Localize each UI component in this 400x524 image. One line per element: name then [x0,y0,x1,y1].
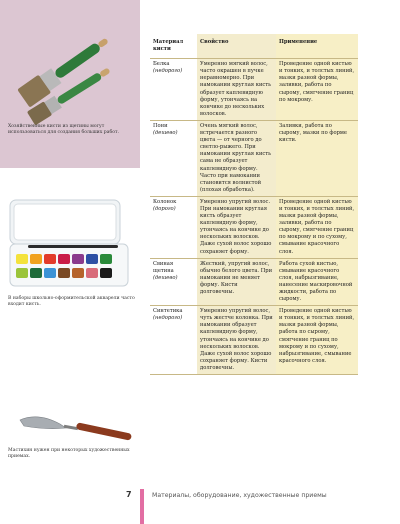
material-name: Белка [153,61,170,68]
usage-cell: Работа сухой кистью, смывание красочного слоя, набрызгивание, нанесение маскировочной жидкости, работа по сырому. [276,258,358,306]
table-row [150,196,358,258]
footer-accent-rule [140,489,144,524]
material-price: (недорого) [153,315,183,322]
header-material: Материал кисти [150,34,197,59]
palette-caption: В наборы школьно-оформительской акварели часто входит кисть. [8,296,135,307]
property-cell: Умеренно мягкий волос, часто окрашен в пучке неравномерно. При намокании круглая кисть образует каплевидную форму, утончаясь на кончике до нескольких волосков. [197,59,276,121]
usage-cell: Проведение одной кистью и тонких, и толстых линий, мазки разной формы, заливки, работа по сырому, смягчение границ по мокрому и по сухому, смывание красочного слоя. [276,196,358,258]
watercolor-palette-photo [8,196,134,288]
material-price: (недорого) [153,68,183,75]
material-name: Свиная щетина [153,260,174,274]
material-name: Пони [153,122,168,129]
property-cell: Умеренно упругий волос, чуть жестче колонка. При намокании образует каплевидную форму, утончаясь на кончике до нескольких волосков. Даже сухой волос хорошо сохраняет форму. Кисти долговечны. [197,306,276,375]
material-cell [150,120,197,196]
material-cell [150,196,197,258]
material-price: (дешево) [153,274,178,281]
material-price: (дешево) [153,130,178,137]
property-cell: Жесткий, упругий волос, обычно белого цвета. При намокании не меняет форму. Кисти долговечны. [197,258,276,306]
material-cell [150,258,197,306]
footer-title: Материалы, оборудование, художественные приемы [152,492,327,499]
header-property: Свойство [197,34,276,59]
page-number: 7 [126,490,132,499]
material-name: Колонок [153,198,177,205]
usage-cell: Проведение одной кистью и тонких, и толстых линий, мазки разной формы, заливки, работа по сырому, смягчение границ по мокрому. [276,59,358,121]
brush-materials-table [150,34,358,375]
table-row [150,306,358,375]
table-row [150,258,358,306]
material-cell [150,306,197,375]
property-cell: Очень мягкий волос, встречается разного цвета — от черного до светло-рыжего. При намокании круглая кисть сама не образует каплевидную форму. Часто при намокании становится волнистой (плохая обработка). [197,120,276,196]
table-header-row [150,34,358,59]
property-cell: Умеренно упругий волос. При намокании круглая кисть образует каплевидную форму, утончаясь на кончике до нескольких волосков. Даже сухой волос хорошо сохраняет форму. [197,196,276,258]
table-row [150,120,358,196]
table-row [150,59,358,121]
material-cell [150,59,197,121]
palette-knife-photo [16,410,136,446]
brushes-photo [14,18,134,128]
material-name: Синтетика [153,308,183,315]
usage-cell: Заливки, работа по сырому, мазки по форме кисти. [276,120,358,196]
header-usage: Применение [276,34,358,59]
palette-knife-caption: Мастихин нужен при некоторых художественных приемах. [8,448,130,459]
material-price: (дорого) [153,205,176,212]
left-column [0,0,140,485]
brushes-photo-background [0,0,140,168]
usage-cell: Проведение одной кистью и тонких, и толстых линий, мазки разной формы, работа по сырому, смягчение границ по мокрому и по сухому, набрызгивание, смывание красочного слоя. [276,306,358,375]
page-footer [0,488,400,524]
brushes-caption: Хозяйственные кисти из щетины могут использоваться для создания больших работ. [8,124,119,135]
